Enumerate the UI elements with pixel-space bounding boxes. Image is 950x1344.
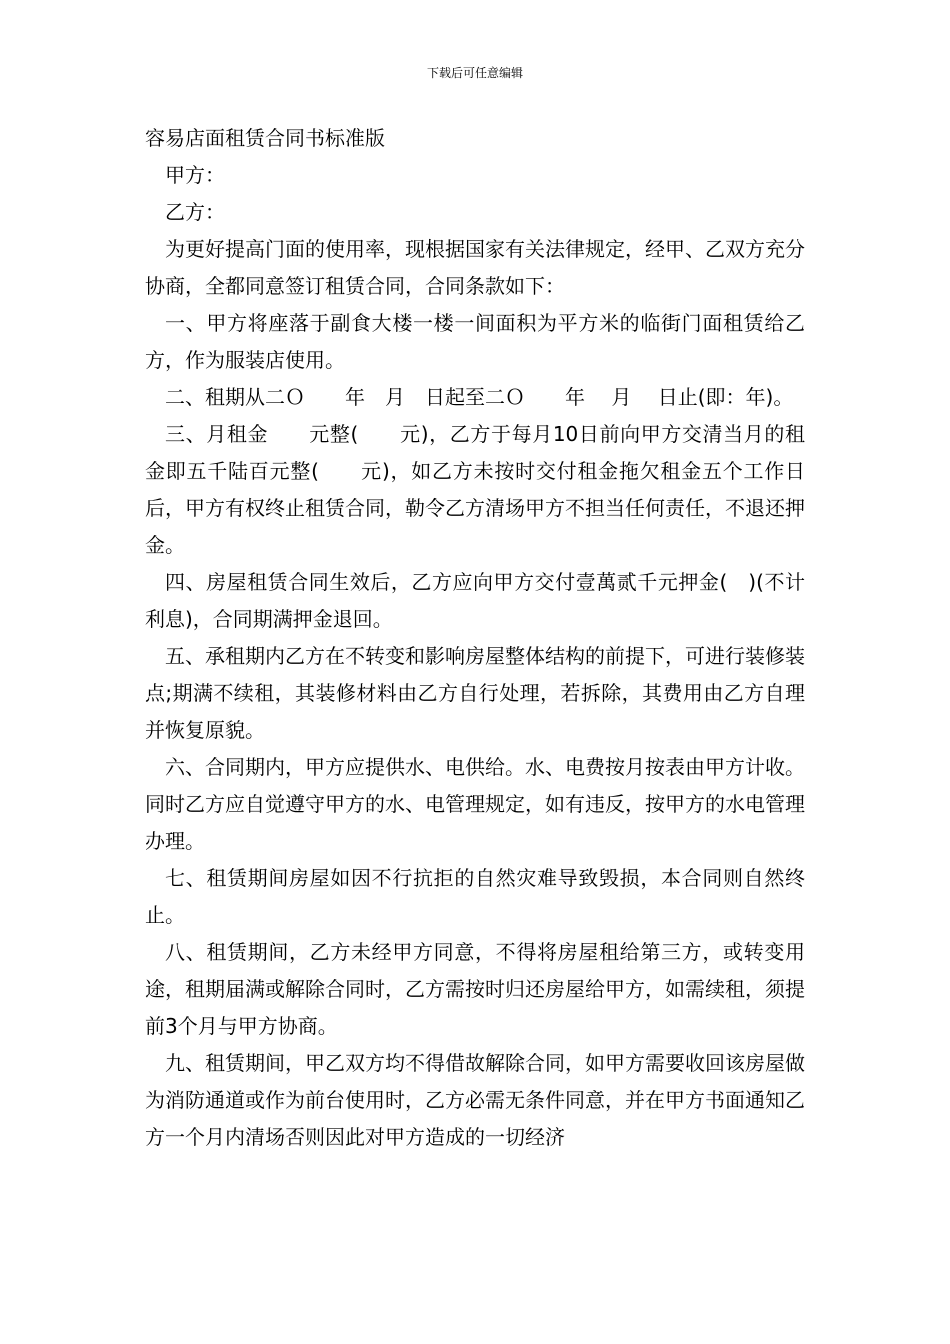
- preamble-paragraph: 为更好提高门面的使用率，现根据国家有关法律规定，经甲、乙双方充分协商，全都同意签订租赁合同，合同条款如下：: [145, 237, 805, 298]
- party-a-line: 甲方：: [165, 163, 225, 187]
- page-header-note: 下载后可任意编辑: [426, 66, 523, 80]
- clause-7-paragraph: 七、租赁期间房屋如因不行抗拒的自然灾难导致毁损，本合同则自然终止。: [145, 866, 805, 927]
- clause-6-paragraph: 六、合同期内，甲方应提供水、电供给。水、电费按月按表由甲方计收。同时乙方应自觉遵守甲方的水、电管理规定，如有违反，按甲方的水电管理办理。: [145, 755, 805, 853]
- clause-1-paragraph: 一、甲方将座落于副食大楼一楼一间面积为平方米的临街门面租赁给乙方，作为服装店使用。: [145, 311, 805, 372]
- party-b-line: 乙方：: [165, 200, 225, 224]
- document-title: 容易店面租赁合同书标准版: [145, 126, 385, 150]
- clause-5-paragraph: 五、承租期内乙方在不转变和影响房屋整体结构的前提下，可进行装修装点;期满不续租，其装修材料由乙方自行处理，若拆除，其费用由乙方自理并恢复原貌。: [145, 644, 805, 742]
- clause-3-paragraph: 三、月租金 元整( 元)，乙方于每月10日前向甲方交清当月的租金即五千陆百元整( 元)，如乙方未按时交付租金拖欠租金五个工作日后，甲方有权终止租赁合同，勒令乙方清场甲方不担当任何责任，不退还押金。: [145, 422, 805, 557]
- clause-8-paragraph: 八、租赁期间，乙方未经甲方同意，不得将房屋租给第三方，或转变用途，租期届满或解除合同时，乙方需按时归还房屋给甲方，如需续租，须提前3个月与甲方协商。: [145, 940, 805, 1038]
- clause-4-paragraph: 四、房屋租赁合同生效后，乙方应向甲方交付壹萬贰千元押金( )(不计利息)，合同期满押金退回。: [145, 570, 805, 631]
- clause-2-paragraph: 二、租期从二Ｏ 年 月 日起至二Ｏ 年 月 日止(即：年)。: [165, 385, 794, 409]
- clause-9-paragraph: 九、租赁期间，甲乙双方均不得借故解除合同，如甲方需要收回该房屋做为消防通道或作为前台使用时，乙方必需无条件同意，并在甲方书面通知乙方一个月内清场否则因此对甲方造成的一切经济: [145, 1051, 805, 1149]
- document-body: [145, 120, 805, 1156]
